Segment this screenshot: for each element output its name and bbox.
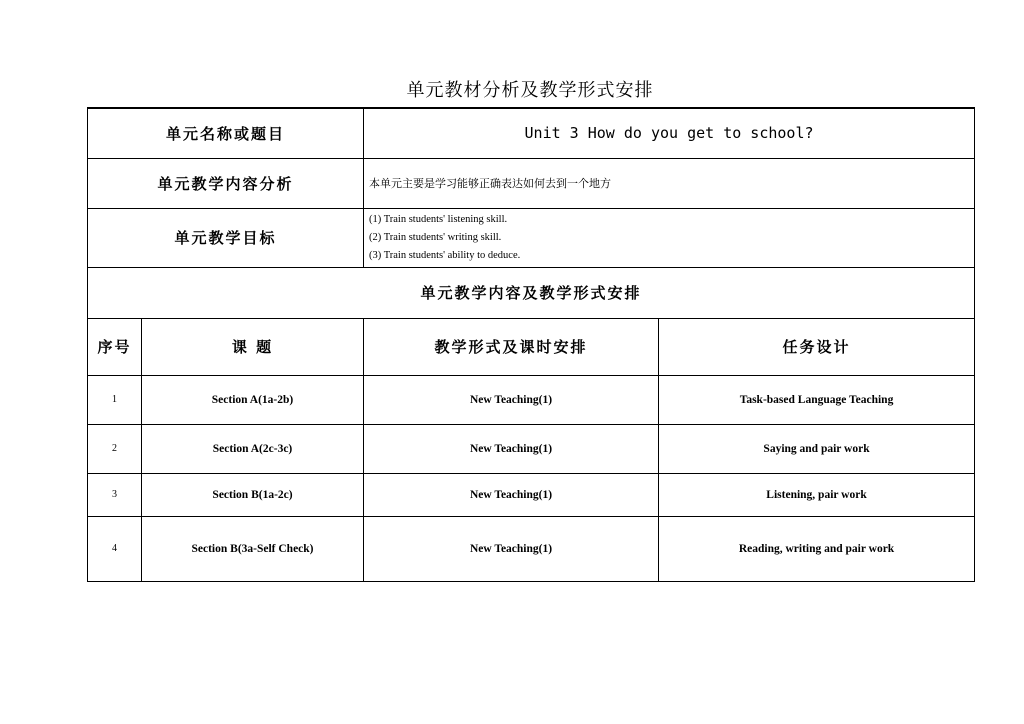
table-row <box>88 516 975 581</box>
row-number: 1 <box>88 375 142 424</box>
row-form: New Teaching(1) <box>364 424 659 473</box>
row-topic: Section A(2c-3c) <box>142 424 364 473</box>
document-title: 单元教材分析及教学形式安排 <box>406 80 654 101</box>
row-form: New Teaching(1) <box>364 375 659 424</box>
row-topic: Section A(1a-2b) <box>142 375 364 424</box>
row-task: Listening, pair work <box>659 473 975 516</box>
schedule-section-title: 单元教学内容及教学形式安排 <box>88 267 975 318</box>
table-row <box>88 375 975 424</box>
row-topic: Section B(1a-2c) <box>142 473 364 516</box>
teaching-goal-item: (3) Train students' ability to deduce. <box>369 249 521 261</box>
header-form: 教学形式及课时安排 <box>364 318 659 375</box>
row-task: Reading, writing and pair work <box>659 516 975 581</box>
header-task: 任务设计 <box>659 318 975 375</box>
unit-analysis-table <box>87 107 975 582</box>
row-topic: Section B(3a-Self Check) <box>142 516 364 581</box>
row-form: New Teaching(1) <box>364 516 659 581</box>
row-number: 4 <box>88 516 142 581</box>
row-task: Saying and pair work <box>659 424 975 473</box>
unit-name-value: Unit 3 How do you get to school? <box>364 108 975 158</box>
header-topic-text: 课 题 <box>231 338 274 356</box>
teaching-goal-item: (1) Train students' listening skill. <box>369 213 508 225</box>
row-number: 3 <box>88 473 142 516</box>
row-task: Task-based Language Teaching <box>659 375 975 424</box>
content-analysis-label: 单元教学内容分析 <box>88 158 364 208</box>
content-analysis-value: 本单元主要是学习能够正确表达如何去到一个地方 <box>364 158 975 208</box>
row-number: 2 <box>88 424 142 473</box>
table-row <box>88 424 975 473</box>
header-topic <box>142 318 364 375</box>
unit-name-label: 单元名称或题目 <box>88 108 364 158</box>
row-form: New Teaching(1) <box>364 473 659 516</box>
teaching-goals-list <box>364 208 975 267</box>
teaching-goals-label: 单元教学目标 <box>88 208 364 267</box>
table-row <box>88 473 975 516</box>
header-number: 序号 <box>88 318 142 375</box>
teaching-goal-item: (2) Train students' writing skill. <box>369 231 502 243</box>
